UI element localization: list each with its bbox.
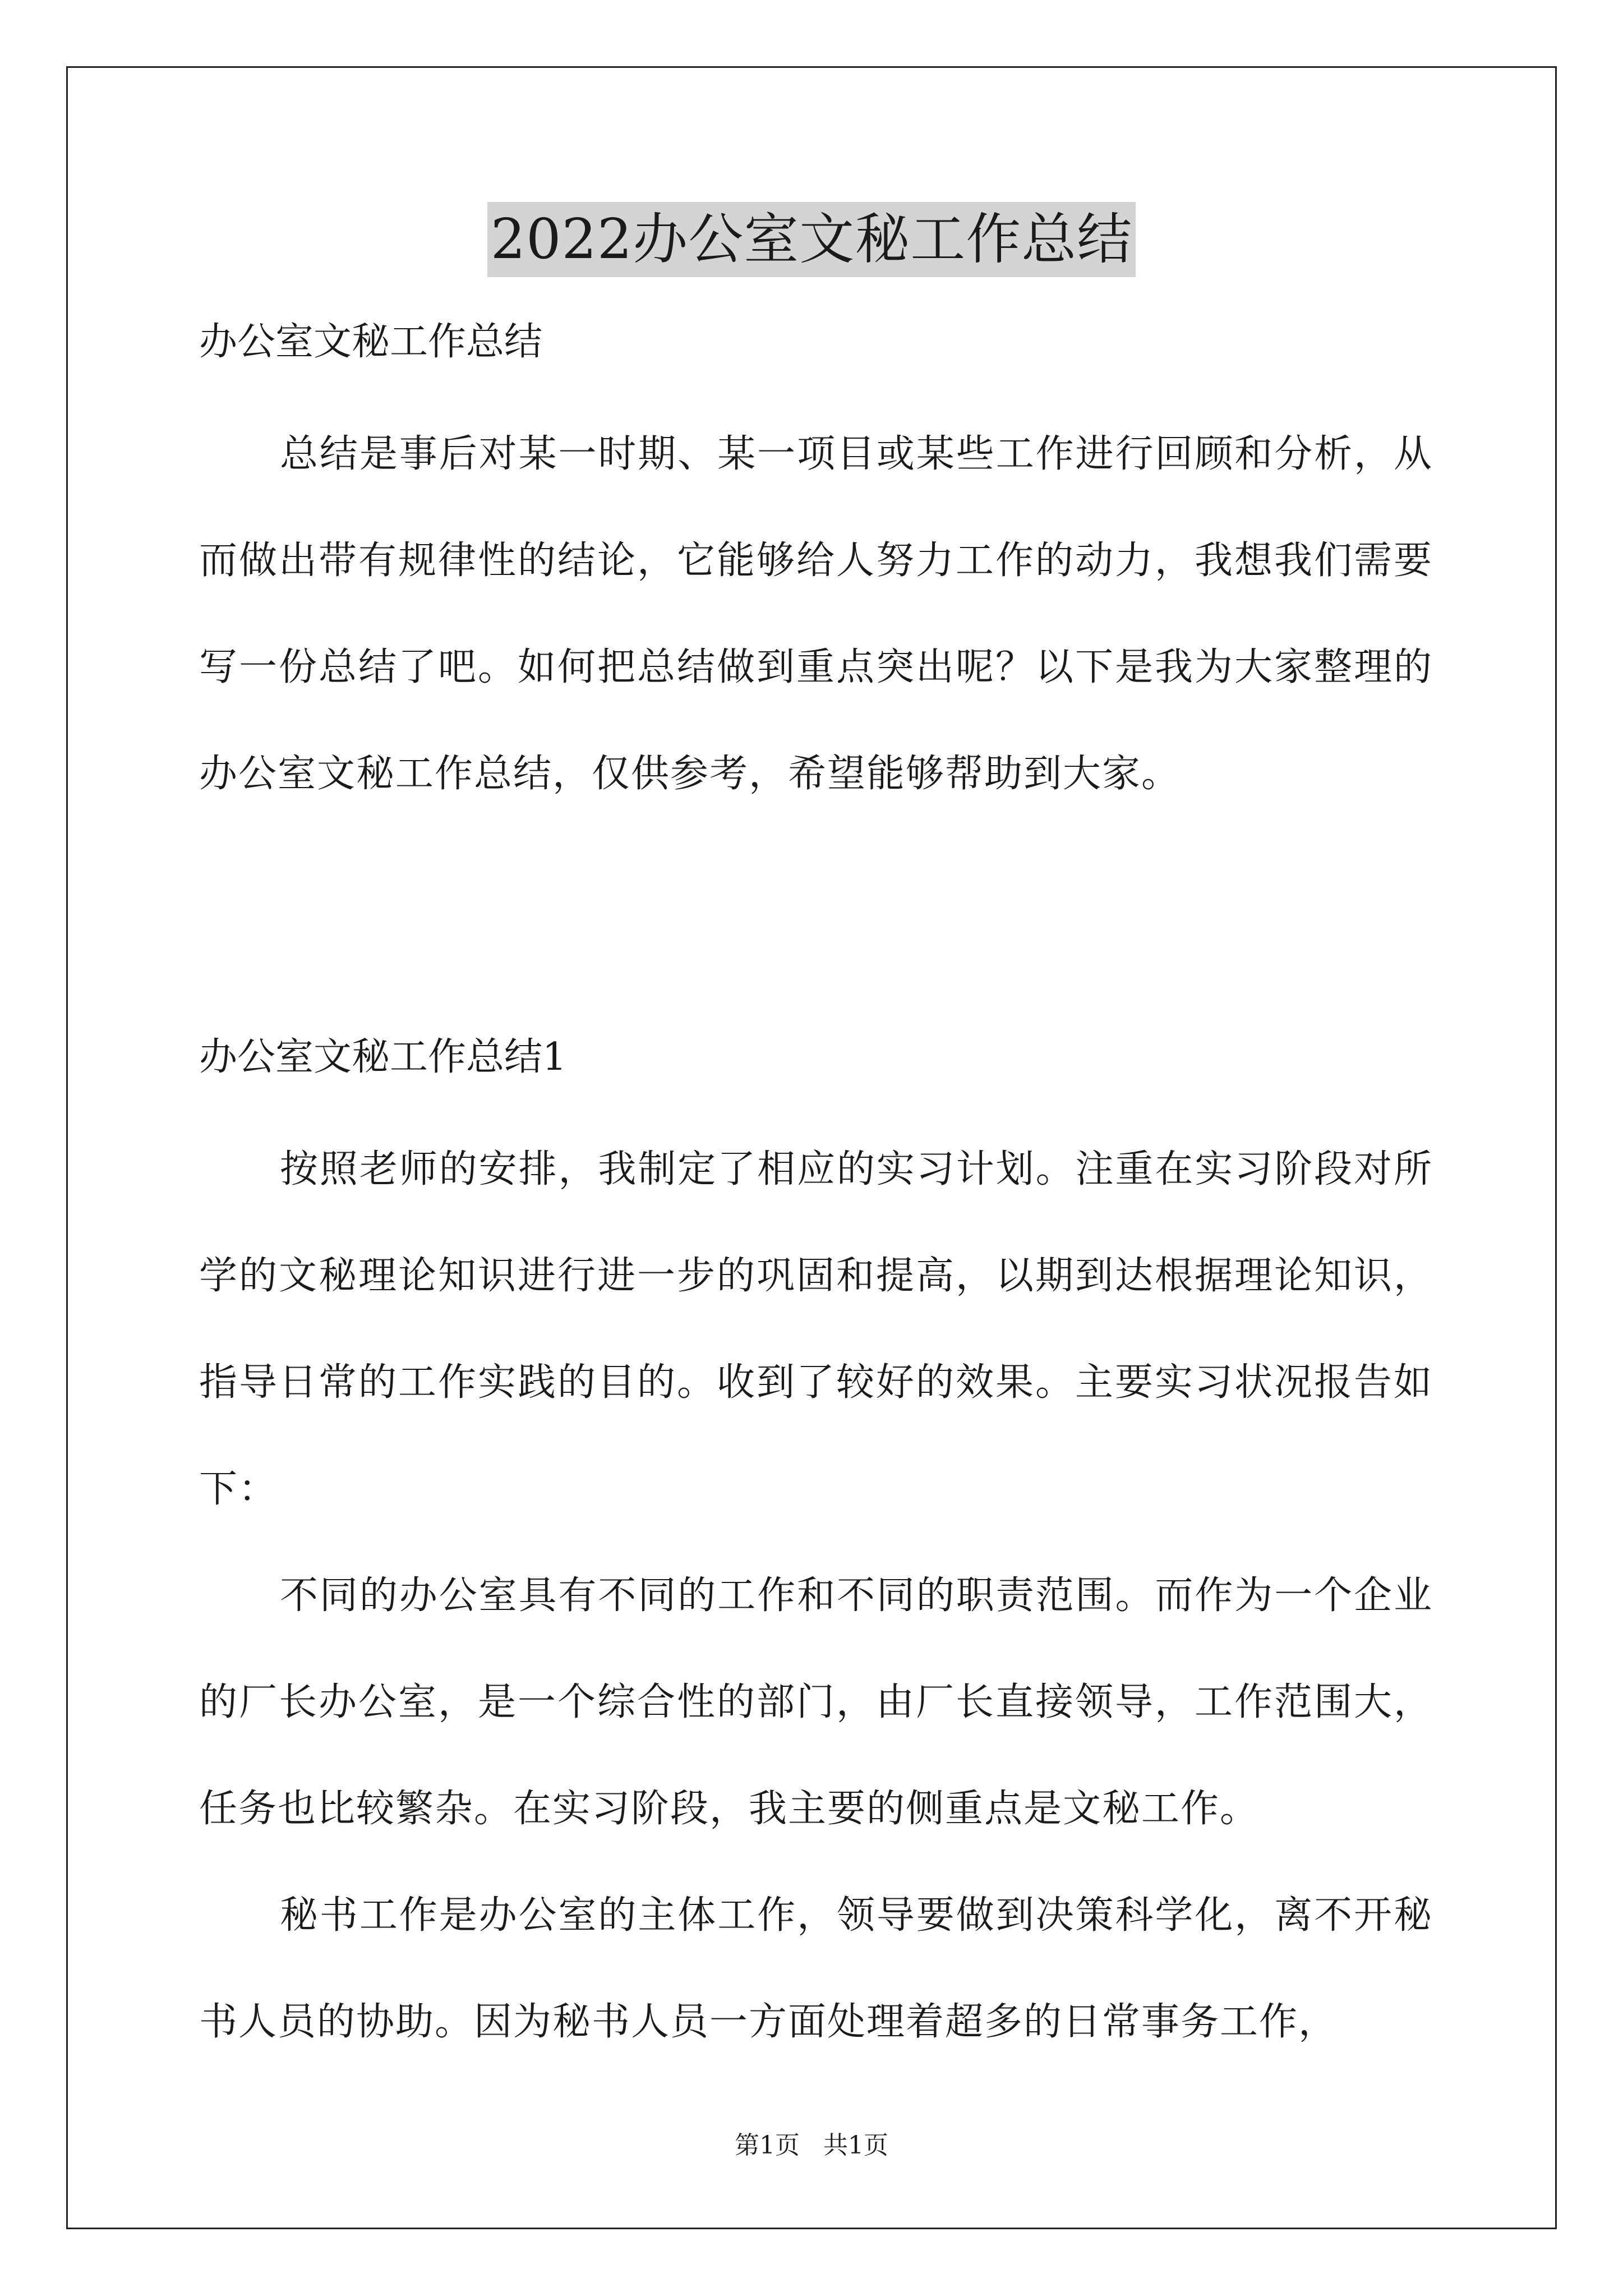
document-body [199, 306, 1433, 2076]
intro-heading: 办公室文秘工作总结 [199, 320, 543, 364]
page-footer: 第1页 共1页 [735, 2131, 888, 2160]
title-area [0, 202, 1623, 277]
document-title: 2022办公室文秘工作总结 [487, 202, 1136, 277]
section1-heading: 办公室文秘工作总结1 [199, 1035, 567, 1079]
intro-paragraph: 总结是事后对某一时期、某一项目或某些工作进行回顾和分析，从而做出带有规律性的结论，它能够给人努力工作的动力，我想我们需要写一份总结了吧。如何把总结做到重点突出呢？以下是我为大家整理的办公室文秘工作总结，仅供参考，希望能够帮助到大家。 [199, 432, 1433, 796]
section1-paragraph: 秘书工作是办公室的主体工作，领导要做到决策科学化，离不开秘书人员的协助。因为秘书人员一方面处理着超多的日常事务工作， [199, 1893, 1433, 2044]
section1-paragraph: 不同的办公室具有不同的工作和不同的职责范围。而作为一个企业的厂长办公室，是一个综合性的部门，由厂长直接领导，工作范围大，任务也比较繁杂。在实习阶段，我主要的侧重点是文秘工作。 [199, 1573, 1433, 1831]
section1-paragraph: 按照老师的安排，我制定了相应的实习计划。注重在实习阶段对所学的文秘理论知识进行进一步的巩固和提高，以期到达根据理论知识，指导日常的工作实践的目的。收到了较好的效果。主要实习状况报告如下： [199, 1147, 1433, 1511]
